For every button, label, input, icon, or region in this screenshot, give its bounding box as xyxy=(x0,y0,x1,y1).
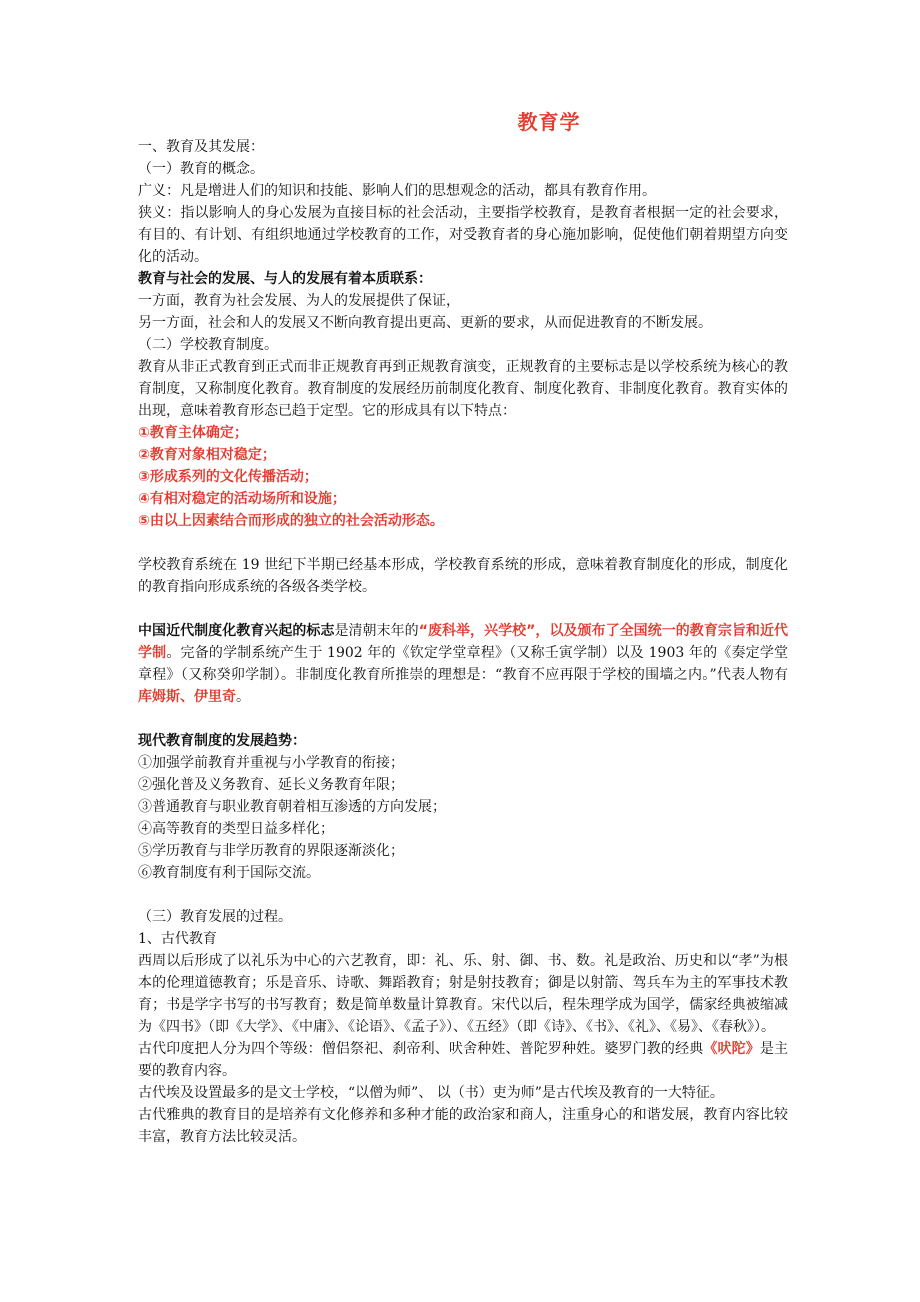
feature-item: ①教育主体确定； xyxy=(138,425,248,441)
trend-title: 现代教育制度的发展趋势： xyxy=(138,733,306,749)
relation-title: 教育与社会的发展、与人的发展有着本质联系： xyxy=(138,271,432,287)
feature-item: ⑤由以上因素结合而形成的独立的社会活动形态。 xyxy=(138,513,444,529)
athens-paragraph: 古代雅典的教育目的是培养有文化修养和多种才能的政治家和商人，注重身心的和谐发展，教育内容比较丰富，教育方法比较灵活。 xyxy=(138,1107,788,1145)
modern-bold-text: 中国近代制度化教育兴起的标志 xyxy=(138,623,335,639)
feature-item: ④有相对稳定的活动场所和设施； xyxy=(138,491,346,507)
subsection-heading: （二）学校教育制度。 xyxy=(138,337,278,353)
modern-education-paragraph xyxy=(138,620,788,708)
egypt-paragraph: 古代埃及设置最多的是文士学校，“以僧为师”、 以（书）吏为师”是古代埃及教育的一大特征。 xyxy=(138,1085,724,1101)
relation-line-2: 另一方面，社会和人的发展又不断向教育提出更高、更新的要求，从而促进教育的不断发展。 xyxy=(138,315,712,331)
feature-item: ③形成系列的文化传播活动； xyxy=(138,469,318,485)
trend-item: ②强化普及义务教育、延长义务教育年限； xyxy=(138,777,404,793)
page-title: 教育学 xyxy=(517,110,581,134)
ancient-heading: 1、古代教育 xyxy=(138,931,217,947)
subsection-heading: （一）教育的概念。 xyxy=(138,161,264,177)
india-highlight: 《吠陀》 xyxy=(703,1041,760,1057)
document-body xyxy=(138,136,788,1148)
trend-item: ①加强学前教育并重视与小学教育的衔接； xyxy=(138,755,404,771)
modern-highlight-1: “废科举，兴学校”，以及颁布了全国统一的教育宗旨和近代学制 xyxy=(138,623,789,661)
trend-item: ③普通教育与职业教育朝着相互渗透的方向发展； xyxy=(138,799,446,815)
zhou-paragraph: 西周以后形成了以礼乐为中心的六艺教育，即：礼、乐、射、御、书、数。礼是政治、历史和以“孝”为根本的伦理道德教育；乐是音乐、诗歌、舞蹈教育；射是射技教育；御是以射箭、驾兵车为主的军事技术教育；书是学字书写的书写教育；数是简单数量计算教育。宋代以后，程朱理学成为国学，儒家经典被缩减为《四书》（即《大学》、《中庸》、《论语》、《孟子》）、《五经》（即《诗》、《书》、《礼》、《易》、《春秋》）。 xyxy=(138,953,788,1035)
feature-item: ②教育对象相对稳定； xyxy=(138,447,276,463)
relation-line-1: 一方面，教育为社会发展、为人的发展提供了保证， xyxy=(138,293,460,309)
india-text-2: 是主要的教育内容。 xyxy=(138,1041,789,1079)
modern-text-2: 。完备的学制系统产生于 1902 年的《钦定学堂章程》（又称壬寅学制）以及 1903 年的《奏定学堂章程》（又称癸卯学制）。非制度化教育所推崇的理想是：“教育不应再限于学校的围墙之内。”代表人物有 xyxy=(138,645,788,683)
trend-item: ④高等教育的类型日益多样化； xyxy=(138,821,334,837)
system-formation-paragraph: 学校教育系统在 19 世纪下半期已经基本形成，学校教育系统的形成，意味着教育制度化的形成，制度化的教育指向形成系统的各级各类学校。 xyxy=(138,557,788,595)
trend-item: ⑥教育制度有利于国际交流。 xyxy=(138,865,320,881)
school-system-intro: 教育从非正式教育到正式而非正规教育再到正规教育演变，正规教育的主要标志是以学校系统为核心的教育制度，又称制度化教育。教育制度的发展经历前制度化教育、制度化教育、非制度化教育。教育实体的出现，意味着教育形态已趋于定型。它的形成具有以下特点： xyxy=(138,359,788,419)
section-heading: 一、教育及其发展： xyxy=(138,139,264,155)
india-paragraph xyxy=(138,1038,788,1082)
subsection-heading: （三）教育发展的过程。 xyxy=(138,909,292,925)
modern-text-3: 。 xyxy=(236,689,250,705)
india-text-1: 古代印度把人分为四个等级：僧侣祭祀、刹帝利、吠舍种姓、普陀罗种姓。婆罗门教的经典 xyxy=(138,1041,704,1057)
modern-text-1: 是清朝末年的 xyxy=(334,623,419,639)
definition-narrow: 狭义：指以影响人的身心发展为直接目标的社会活动，主要指学校教育，是教育者根据一定的社会要求，有目的、有计划、有组织地通过学校教育的工作，对受教育者的身心施加影响，促使他们朝着期望方向变化的活动。 xyxy=(138,205,788,265)
modern-highlight-2: 库姆斯、伊里奇 xyxy=(138,689,236,705)
trend-item: ⑤学历教育与非学历教育的界限逐渐淡化； xyxy=(138,843,404,859)
definition-broad: 广义：凡是增进人们的知识和技能、影响人们的思想观念的活动，都具有教育作用。 xyxy=(138,183,656,199)
